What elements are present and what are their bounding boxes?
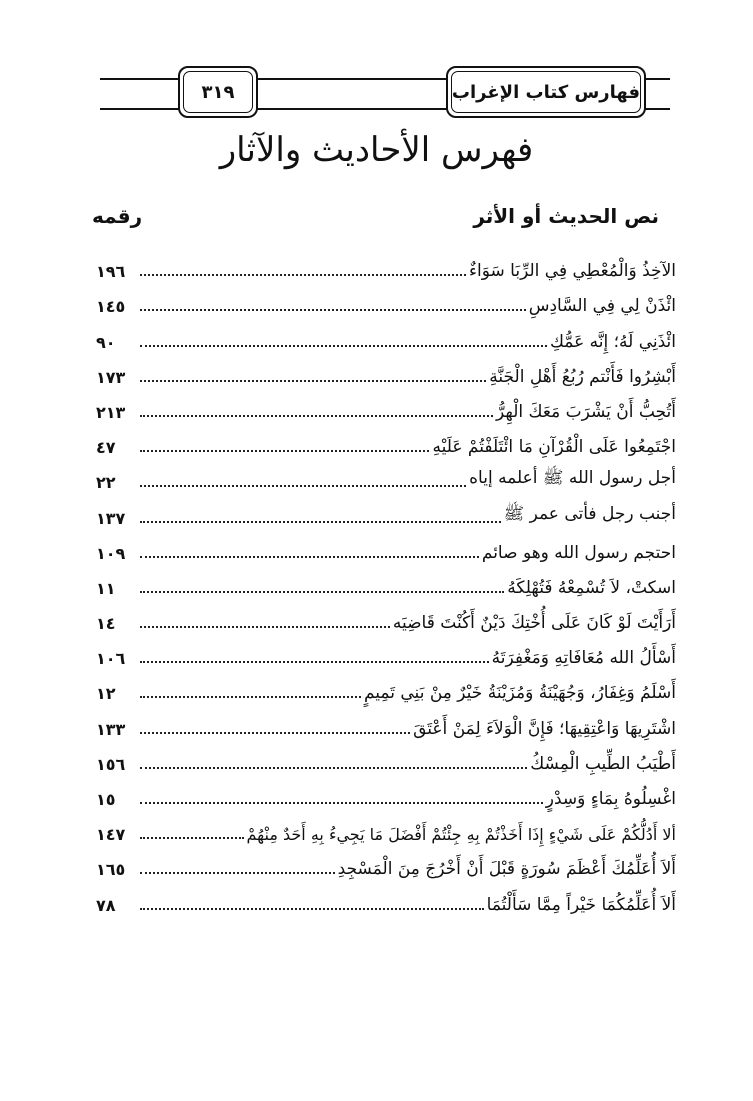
entry-number: ١٠٦ xyxy=(96,649,126,669)
running-header-title: فهارس كتاب الإغراب xyxy=(451,81,641,103)
entry-number: ١٣٣ xyxy=(96,719,126,739)
entry-row xyxy=(96,848,676,883)
entry-text: اغْسِلُوهُ بِمَاءٍ وَسِدْرٍ xyxy=(545,789,676,809)
dot-leader xyxy=(140,872,335,874)
entry-row xyxy=(96,285,676,320)
entry-text: أَرَأَيْتَ لَوْ كَانَ عَلَى أُخْتِكَ دَيْنٌ أَكُنْتَ قَاضِيَه xyxy=(392,613,676,634)
entry-row xyxy=(96,743,676,778)
entry-text: اسكتْ، لاَ تُسْمِعْهُ فَتُهْلِكَهُ xyxy=(507,577,676,598)
entry-row xyxy=(96,778,676,813)
entry-row xyxy=(96,672,676,707)
entry-row xyxy=(96,707,676,742)
dot-leader xyxy=(140,345,547,347)
entry-row xyxy=(96,250,676,285)
dot-leader xyxy=(140,309,526,311)
running-header-title-box xyxy=(446,66,646,118)
entry-text: أَسْلَمُ وَغِفَارُ، وَجُهَيْنَةُ وَمُزَيْنَةُ خَيْرٌ مِنْ بَنِي تَمِيمٍ xyxy=(363,683,676,704)
entry-text: أجل رسول الله ﷺ أعلمه إياه xyxy=(469,468,676,489)
entry-list xyxy=(96,250,676,919)
entry-text: أَتُحِبُّ أَنْ يَشْرَبَ مَعَكَ الْهِرُّ xyxy=(496,401,676,422)
dot-leader xyxy=(140,556,479,558)
entry-row xyxy=(96,391,676,426)
entry-number: ١٤٧ xyxy=(96,825,126,845)
entry-text: اجْتَمِعُوا عَلَى الْقُرْآنِ مَا ائْتَلَفْتُمْ عَلَيْهِ xyxy=(432,437,676,458)
dot-leader xyxy=(140,696,361,698)
entry-text: أَلاَ أُعَلِّمُكُمَا خَيْراً مِمَّا سَأَلْتُمَا xyxy=(486,894,676,915)
entry-row xyxy=(96,461,676,496)
entry-text: ائْذَنِي لَهُ؛ إِنَّه عَمُّكِ xyxy=(549,331,676,352)
entry-text: أَبْشِرُوا فَأَنْتم رُبُعُ أَهْلِ الْجَنَّةِ xyxy=(489,366,676,387)
entry-number: ١٩٦ xyxy=(96,262,126,282)
entry-number: ٢١٣ xyxy=(96,402,126,422)
entry-text: احتجم رسول الله وهو صائم xyxy=(481,542,676,563)
dot-leader xyxy=(140,626,390,628)
entry-number: ١٣٧ xyxy=(96,508,126,528)
entry-number: ٤٧ xyxy=(96,438,116,458)
entry-number: ١٢ xyxy=(96,684,116,704)
dot-leader xyxy=(140,380,486,382)
dot-leader xyxy=(140,521,501,523)
dot-leader xyxy=(140,485,466,487)
dot-leader xyxy=(140,450,429,452)
entry-text: ألا أَدُلُّكُمْ عَلَى شَيْءٍ إِذَا أَخَذْتُمْ بِهِ جِئْتُمْ أَفْضَلَ مَا يَجِيءُ بِهِ أَحَدٌ مِنْهُمْ xyxy=(246,825,676,845)
entry-number: ١١ xyxy=(96,578,116,598)
entry-row xyxy=(96,813,676,848)
entry-row xyxy=(96,496,676,531)
entry-text: الآخِذُ وَالْمُعْطِي فِي الرِّبَا سَوَاءٌ xyxy=(469,261,676,282)
entry-number: ١٥ xyxy=(96,790,116,809)
page-number: ٣١٩ xyxy=(201,81,235,103)
dot-leader xyxy=(140,732,410,734)
entry-row xyxy=(96,356,676,391)
dot-leader xyxy=(140,767,527,769)
entry-text: أَطْيَبُ الطِّيبِ الْمِسْكُ xyxy=(530,753,676,774)
entry-text: أَسْأَلُ الله مُعَافَاتِهِ وَمَغْفِرَتَهُ xyxy=(491,648,676,669)
dot-leader xyxy=(140,802,543,804)
entry-text: أَلاَ أُعَلِّمُكَ أَعْظَمَ سُورَةٍ قَبْلَ أَنْ أَخْرُجَ مِنَ الْمَسْجِدِ xyxy=(337,859,676,880)
dot-leader xyxy=(140,415,493,417)
dot-leader xyxy=(140,274,466,276)
entry-row xyxy=(96,602,676,637)
entry-number: ١٥٦ xyxy=(96,754,126,774)
dot-leader xyxy=(140,837,244,839)
entry-row xyxy=(96,883,676,918)
dot-leader xyxy=(140,661,489,663)
entry-row xyxy=(96,567,676,602)
entry-number: ١٦٥ xyxy=(96,860,126,880)
entry-number: ١٤ xyxy=(96,614,116,634)
dot-leader xyxy=(140,908,484,910)
page-title: فهرس الأحاديث والآثار xyxy=(219,130,534,170)
column-header-text: نص الحديث أو الأثر xyxy=(473,204,659,228)
entry-text: اشْتَرِيهَا وَاعْتِقِيهَا؛ فَإِنَّ الْوَلاَءَ لِمَنْ أَعْتَقَ xyxy=(413,718,676,739)
entry-row xyxy=(96,426,676,461)
entry-number: ٢٢ xyxy=(96,473,116,493)
entry-text: أجنب رجل فأتى عمر ﷺ xyxy=(503,503,676,524)
dot-leader xyxy=(140,591,504,593)
page-number-box xyxy=(178,66,258,118)
entry-row xyxy=(96,532,676,567)
entry-number: ٧٨ xyxy=(96,895,116,915)
entry-number: ١٤٥ xyxy=(96,297,126,317)
entry-row xyxy=(96,637,676,672)
entry-number: ٩٠ xyxy=(96,332,116,352)
entry-row xyxy=(96,320,676,355)
column-header-number: رقمه xyxy=(92,204,143,228)
entry-number: ١٠٩ xyxy=(96,543,126,563)
entry-text: ائْذَنْ لِي فِي السَّادِسِ xyxy=(528,296,676,317)
entry-number: ١٧٣ xyxy=(96,367,126,387)
